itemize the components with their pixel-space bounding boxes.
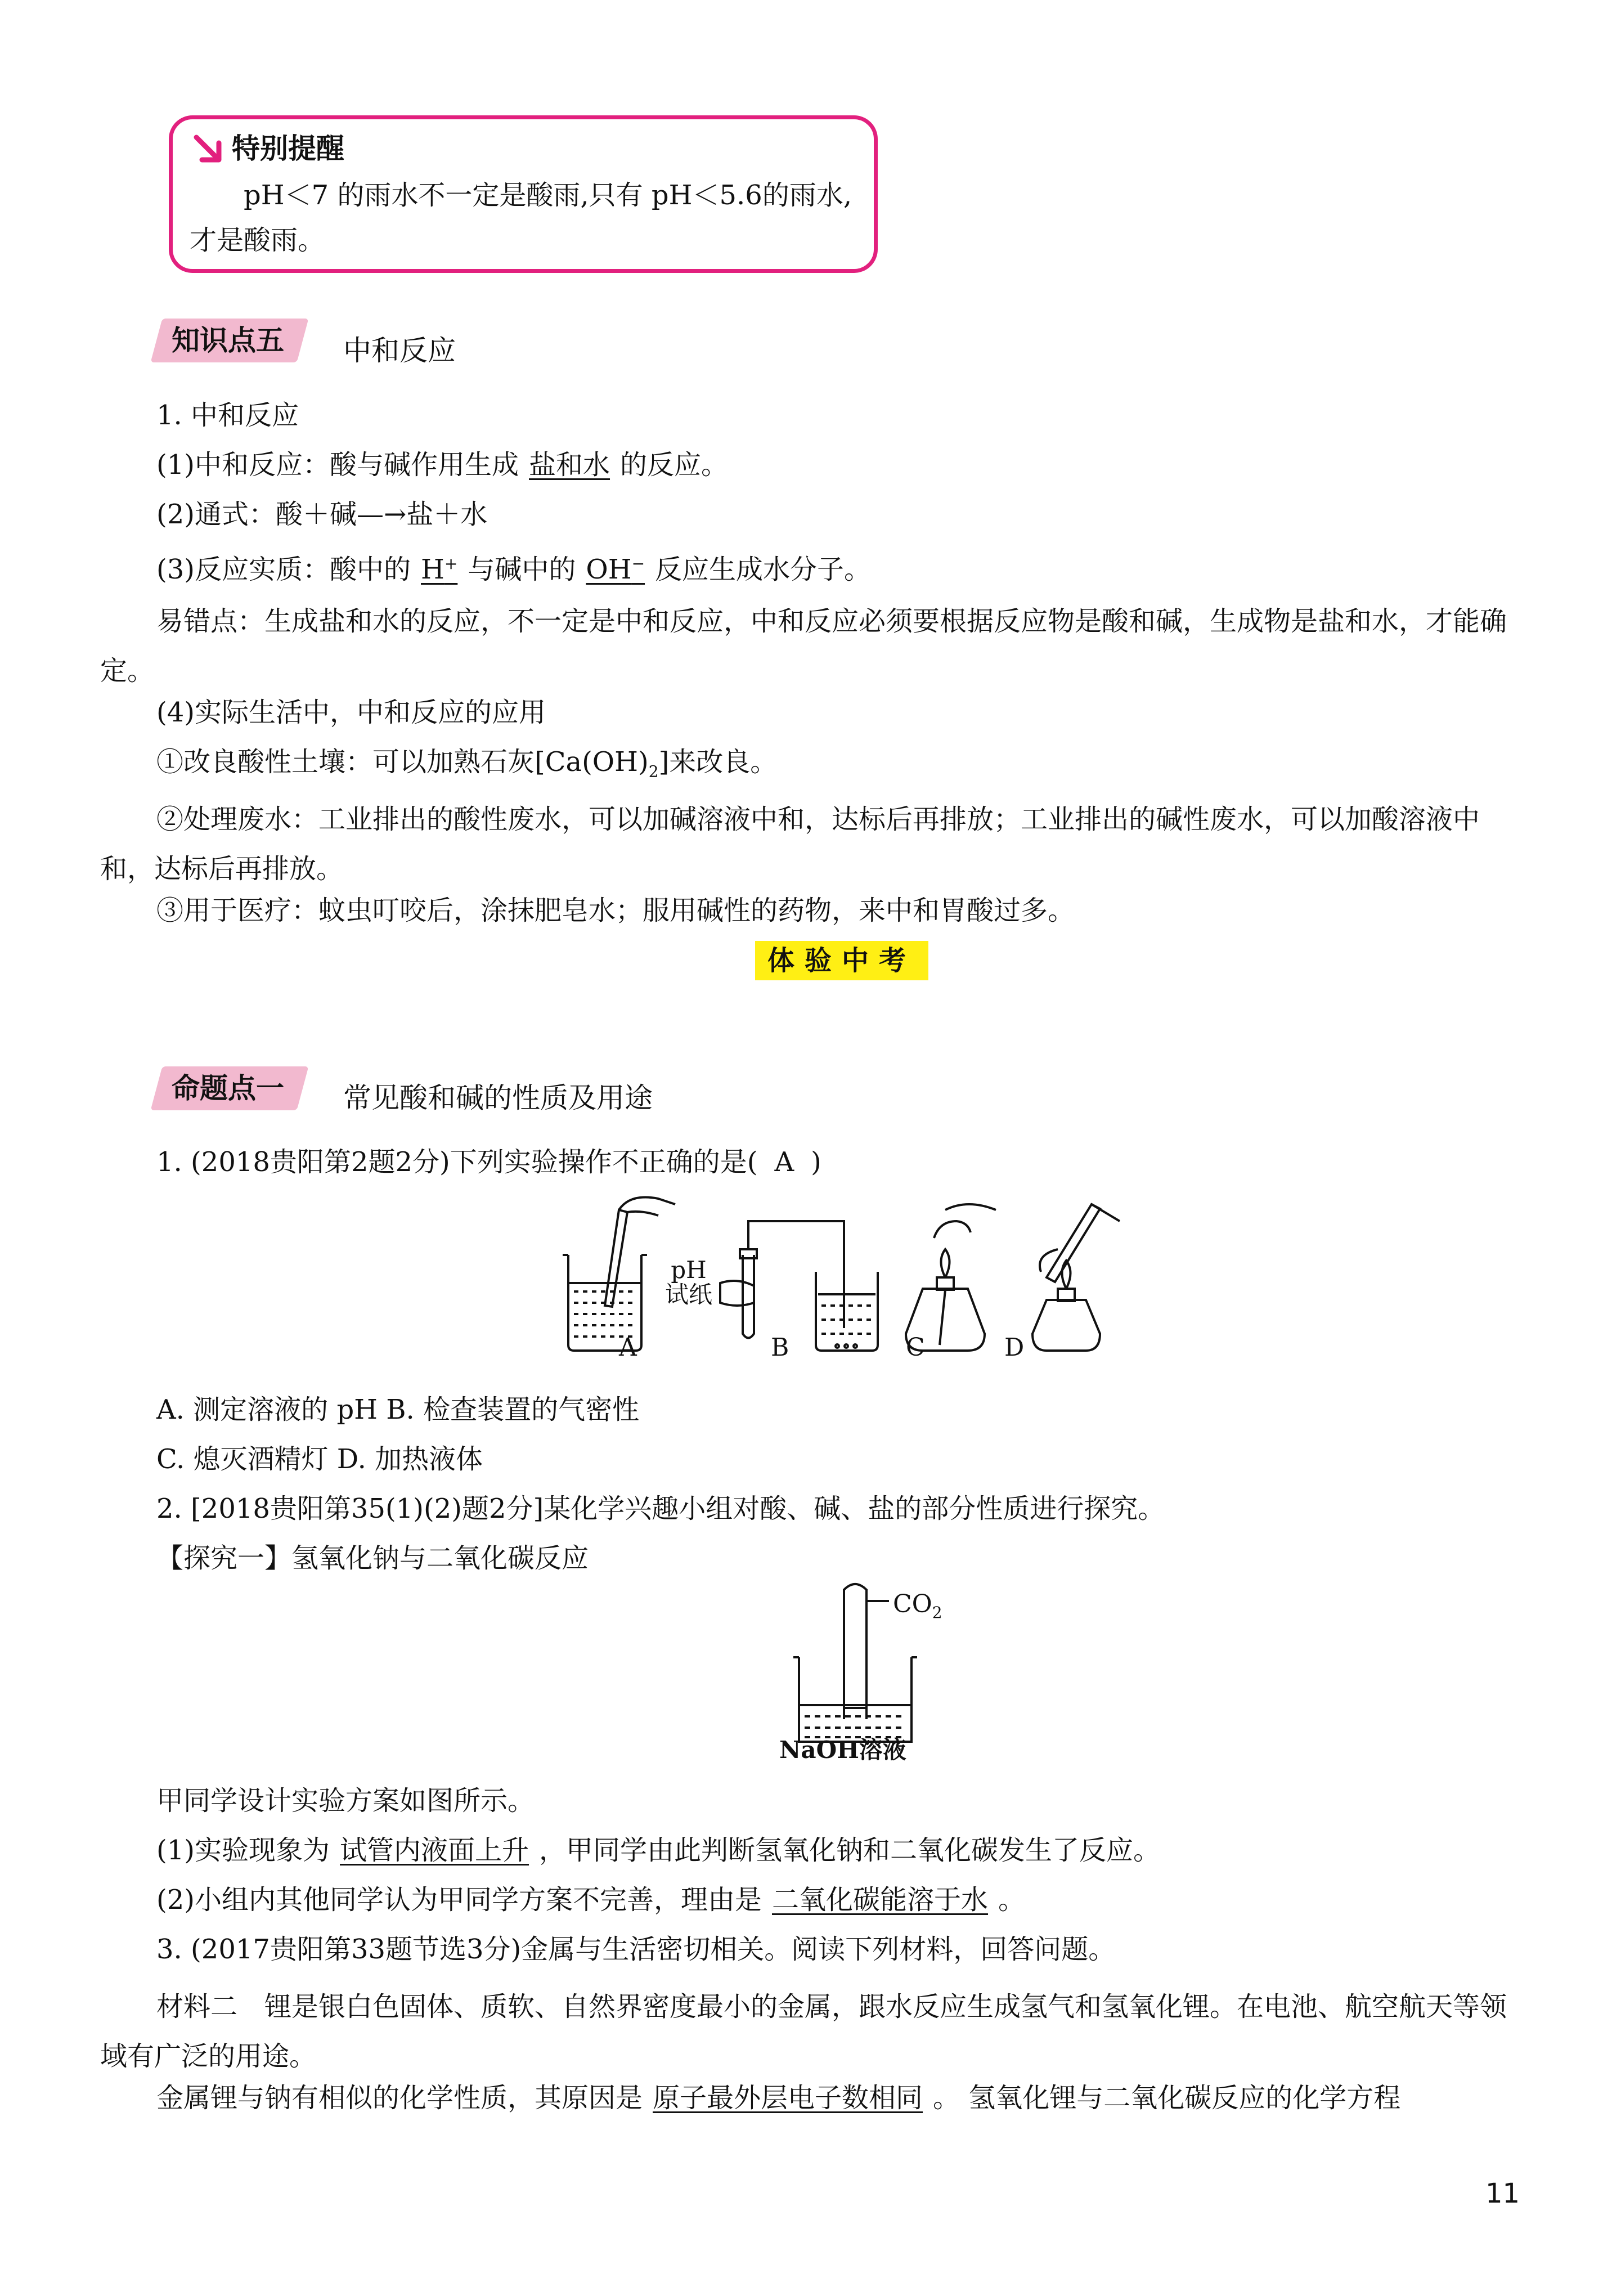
application-medical: ③用于医疗：蚊虫叮咬后，涂抹肥皂水；服用碱性的药物，来中和胃酸过多。 <box>156 895 1075 926</box>
q3-last-line: 金属锂与钠有相似的化学性质，其原因是 原子最外层电子数相同 。 氢氧化锂与二氧化碳反应的化学方程 <box>156 2082 1401 2114</box>
q3-stem: 3. (2017贵阳第33题节选3分)金属与生活密切相关。阅读下列材料，回答问题。 <box>156 1934 1116 1965</box>
figure-c-alcohol-lamp <box>906 1204 996 1351</box>
neutralization-definition: (1)中和反应：酸与碱作用生成 盐和水 的反应。 <box>156 449 729 481</box>
application-soil: ①改良酸性土壤：可以加熟石灰$[Ca(OH)_2]$来改良。 <box>156 746 778 781</box>
section-title-acids-bases: 常见酸和碱的性质及用途 <box>343 1082 653 1114</box>
figure-naoh-label: NaOH溶液 <box>779 1736 906 1764</box>
special-reminder-box <box>169 115 878 273</box>
section-tag-proposition-1: 命题点一 <box>172 1072 284 1105</box>
q1-lab-operations-figure <box>551 1187 1125 1373</box>
tip-title: 特别提醒 <box>232 132 344 165</box>
arrow-down-right-icon <box>191 132 224 165</box>
answer-co2-dissolves: 二氧化碳能溶于水 <box>772 1884 989 1916</box>
q2-design: 甲同学设计实验方案如图所示。 <box>156 1785 535 1817</box>
application-wastewater: ②处理废水：工业排出的酸性废水，可以加碱溶液中和，达标后再排放；工业排出的碱性废水，可以加酸溶液中和，达标后再排放。 <box>100 804 1480 885</box>
figure-label-b: B <box>771 1333 789 1362</box>
q1-options-line2: C. 熄灭酒精灯 D. 加热液体 <box>156 1443 483 1475</box>
q1-options-line1: A. 测定溶液的 pH B. 检查装置的气密性 <box>156 1394 640 1425</box>
tip-text: pH＜7 的雨水不一定是酸雨,只有 pH＜5.6的雨水,才是酸雨。 <box>190 180 852 256</box>
figure-a-beaker <box>563 1198 675 1351</box>
section-tag-knowledge-5: 知识点五 <box>172 324 284 357</box>
answer-liquid-rises: 试管内液面上升 <box>340 1835 529 1866</box>
q2-part2: (2)小组内其他同学认为甲同学方案不完善，理由是 二氧化碳能溶于水 。 <box>156 1884 1026 1916</box>
answer-oh-ion: OH− <box>586 554 645 585</box>
answer-h-ion: H+ <box>421 554 458 585</box>
figure-co2-label: $CO_2$ <box>893 1590 942 1622</box>
section-title-neutralization: 中和反应 <box>343 334 456 367</box>
figure-label-d: D <box>1004 1333 1025 1362</box>
q2-stem: 2. [2018贵阳第35(1)(2)题2分]某化学兴趣小组对酸、碱、盐的部分性质进行探究。 <box>156 1493 1165 1524</box>
figure-b-airtightness <box>720 1221 878 1351</box>
figure-label-a: A <box>619 1333 637 1362</box>
q2-part1: (1)实验现象为 试管内液面上升 ，甲同学由此判断氢氧化钠和二氧化碳发生了反应。 <box>156 1835 1161 1866</box>
q1-stem: 1. (2018贵阳第2题2分)下列实验操作不正确的是( A ) <box>156 1146 821 1178</box>
neutralization-general-formula: (2)通式：酸＋碱—→盐＋水 <box>156 499 488 530</box>
q3-material: 材料二 锂是银白色固体、质软、自然界密度最小的金属，跟水反应生成氢气和氢氧化锂。在电池、航空航天等领域有广泛的用途。 <box>100 1991 1507 2072</box>
figure-d-heating-liquid <box>1032 1204 1120 1351</box>
page-number: 11 <box>1485 2178 1520 2209</box>
figure-label-c: C <box>906 1333 925 1362</box>
q2-inquiry-heading: 【探究一】氢氧化钠与二氧化碳反应 <box>156 1542 589 1574</box>
neutralization-heading: 1. 中和反应 <box>156 400 299 431</box>
q1-answer: A <box>774 1146 794 1178</box>
ph-paper-label: pH 试纸 <box>665 1256 713 1308</box>
neutralization-essence: (3)反应实质：酸中的 H+ 与碱中的 OH− 反应生成水分子。 <box>156 554 872 585</box>
applications-heading: (4)实际生活中，中和反应的应用 <box>156 697 546 728</box>
error-point: 易错点：生成盐和水的反应，不一定是中和反应，中和反应必须要根据反应物是酸和碱，生成物是盐和水，才能确定。 <box>100 606 1507 687</box>
exam-banner: 体验中考 <box>755 941 928 980</box>
answer-salt-water: 盐和水 <box>529 449 610 481</box>
answer-outer-electrons: 原子最外层电子数相同 <box>653 2082 923 2114</box>
